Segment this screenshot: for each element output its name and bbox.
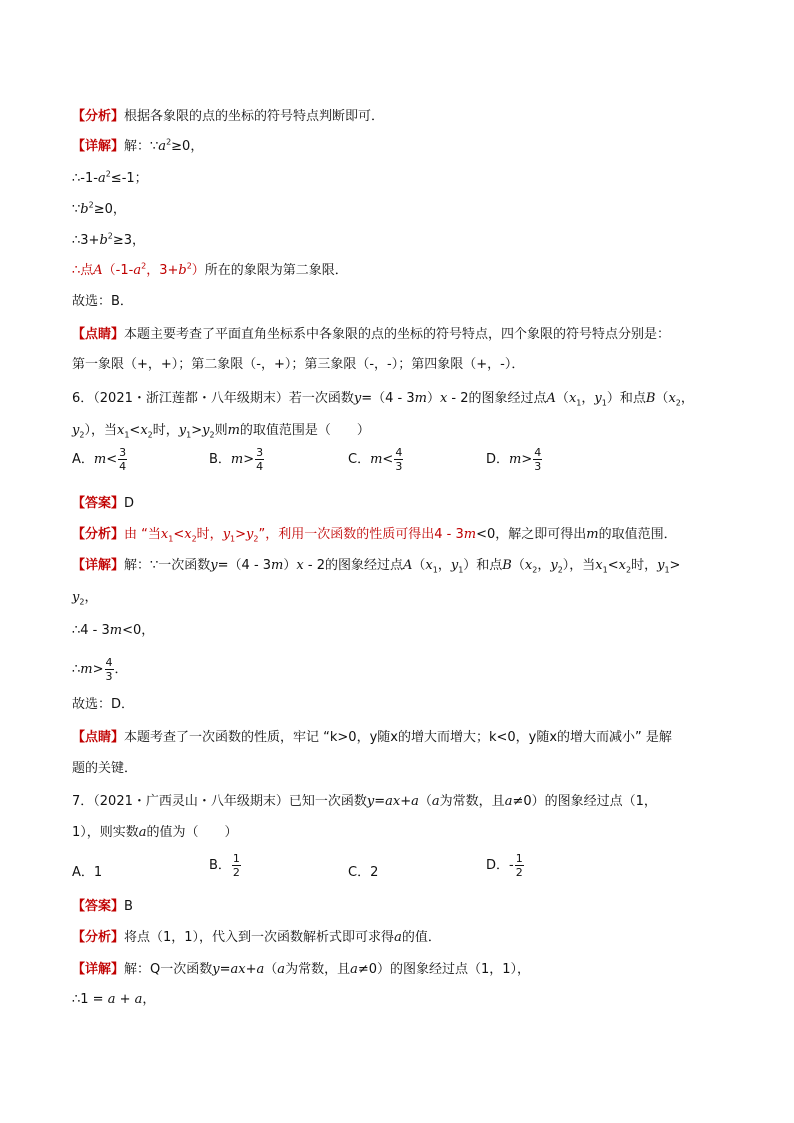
text: ）: [283, 558, 297, 573]
question-6-stem: [72, 390, 744, 408]
numerator: 1: [515, 852, 523, 865]
option-label: A．: [72, 452, 94, 467]
var: y: [550, 558, 558, 573]
text: 时，: [631, 558, 658, 573]
sub: 1: [168, 534, 174, 544]
text: 7．（2021・广西灵山・八年级期末）已知一次函数: [72, 794, 367, 809]
option-d[interactable]: [486, 446, 543, 473]
comment-line-5b: 第一象限（+，+）；第二象限（-，+）；第三象限（-，-）；第四象限（+，-）．: [72, 357, 525, 372]
sub: 2: [79, 597, 85, 607]
var: a: [411, 794, 419, 809]
sub: 2: [79, 430, 85, 440]
answer-value: D: [124, 496, 135, 511]
text: （: [511, 558, 525, 573]
var: a: [350, 962, 358, 977]
var: y: [178, 423, 187, 438]
relation: >: [243, 452, 255, 467]
detail-6: [72, 557, 744, 575]
exp: 2: [186, 261, 192, 271]
text: ），当: [562, 558, 596, 573]
text: ），当: [84, 423, 117, 438]
text: （: [412, 558, 426, 573]
text: ）和点: [606, 391, 646, 406]
option-label: C．: [348, 452, 371, 467]
detail-line-1: [72, 138, 744, 156]
text: 解：∵: [124, 139, 159, 154]
var: x: [618, 558, 626, 573]
comment-tag: 【点睛】: [72, 327, 125, 342]
var: x: [160, 527, 169, 542]
var: ax: [230, 962, 246, 977]
var: x: [425, 558, 433, 573]
text: ，: [581, 391, 595, 406]
text: 则: [214, 423, 228, 438]
var: b: [99, 233, 108, 248]
text: ”，利用一次函数的性质可得出4 - 3: [258, 527, 464, 542]
var: a: [134, 992, 143, 1007]
analysis-line-5: [72, 108, 744, 126]
text: =（4 - 3: [217, 558, 272, 573]
var: B: [502, 558, 512, 573]
sub: 2: [557, 565, 563, 575]
denominator: 3: [105, 670, 113, 683]
numerator: 4: [105, 656, 113, 669]
relation: <: [382, 452, 394, 467]
var: a: [133, 263, 142, 278]
comment-6: [72, 729, 744, 747]
fraction: [118, 446, 127, 473]
text: ∵: [72, 202, 81, 217]
detail-line-5: [72, 262, 744, 280]
text: =（4 - 3: [361, 391, 415, 406]
text: +: [400, 794, 412, 809]
analysis-tag: 【分析】: [72, 527, 125, 542]
sub: 1: [432, 565, 438, 575]
option-a[interactable]: [72, 446, 128, 473]
text: （: [264, 962, 278, 977]
answer-6: [72, 495, 744, 513]
answer-value: B: [124, 899, 133, 914]
text: ≠0）的图象经过点（1，1），: [357, 962, 531, 977]
detail-tag: 【详解】: [72, 558, 125, 573]
text: 的取值范围．: [598, 527, 677, 542]
exp: 2: [141, 261, 147, 271]
text: ）: [191, 263, 205, 278]
var: m: [414, 391, 427, 406]
sub: 2: [147, 430, 153, 440]
fraction: [394, 446, 403, 473]
sub: 2: [209, 430, 215, 440]
var: x: [524, 558, 533, 573]
var: ax: [385, 794, 401, 809]
var: a: [504, 794, 513, 809]
var: x: [568, 391, 577, 406]
text: 由 “当: [124, 527, 161, 542]
option-label: B．: [209, 858, 231, 873]
text: >: [669, 558, 681, 573]
text: ≤-1；: [110, 171, 148, 186]
var: a: [97, 171, 106, 186]
var: y: [72, 590, 80, 605]
text: 的值．: [401, 930, 441, 945]
text: ）和点: [463, 558, 503, 573]
text: >: [191, 423, 203, 438]
exp: 2: [107, 231, 113, 241]
question-7-stem-2: [72, 824, 744, 842]
var: m: [370, 452, 383, 467]
fraction: [255, 446, 264, 473]
detail-7-b: [72, 991, 744, 1009]
text: 为常数，且: [285, 962, 351, 977]
question-7-options: [72, 852, 742, 892]
var: A: [93, 263, 103, 278]
text: （-1-: [102, 263, 134, 278]
text: <: [173, 527, 185, 542]
detail-tag: 【详解】: [72, 139, 125, 154]
sub: 1: [124, 430, 130, 440]
analysis-tag: 【分析】: [72, 930, 125, 945]
var: a: [138, 825, 147, 840]
analysis-tag: 【分析】: [72, 109, 125, 124]
detail-line-2: [72, 170, 744, 188]
sub: 1: [664, 565, 670, 575]
text: ∴-1-: [72, 171, 98, 186]
text: 解：∵一次函数: [124, 558, 211, 573]
text: =: [374, 794, 386, 809]
sub: 2: [253, 534, 259, 544]
sub: 2: [532, 565, 538, 575]
var: m: [109, 623, 123, 638]
text: ，: [84, 590, 98, 605]
denominator: 2: [515, 866, 523, 879]
text: ∴点: [72, 263, 94, 278]
relation: >: [521, 452, 533, 467]
var: m: [509, 452, 522, 467]
var: x: [116, 423, 125, 438]
detail-6-b: [72, 589, 744, 607]
detail-line-3: [72, 201, 744, 219]
text: 本题主要考查了平面直角坐标系中各象限的点的坐标的符号特点，四个象限的符号特点分别是：: [124, 327, 671, 342]
var: x: [184, 527, 192, 542]
text: （: [655, 391, 669, 406]
text: <0，解之即可得出: [476, 527, 587, 542]
numerator: 4: [534, 446, 542, 459]
denominator: 4: [119, 460, 127, 473]
option-label: B．: [209, 452, 231, 467]
var: y: [246, 527, 254, 542]
var: b: [178, 263, 187, 278]
comment-line-5: [72, 326, 744, 344]
relation: <: [106, 452, 118, 467]
detail-7: [72, 961, 744, 979]
text: ，: [142, 992, 156, 1007]
text: ，: [537, 558, 551, 573]
numerator: 1: [232, 852, 240, 865]
var: x: [439, 391, 448, 406]
sub: 2: [191, 534, 197, 544]
var: a: [158, 139, 167, 154]
text: <: [129, 423, 141, 438]
var: y: [594, 391, 602, 406]
numerator: 3: [119, 446, 127, 459]
text: 时，: [152, 423, 179, 438]
sub: 2: [625, 565, 632, 575]
text: 的取值范围是（ ）: [239, 423, 370, 438]
text: ∴1 =: [72, 992, 108, 1007]
sub: 1: [230, 534, 236, 544]
option-a[interactable]: [72, 861, 102, 880]
text: 1），则实数: [72, 825, 139, 840]
numerator: 4: [395, 446, 403, 459]
text: ，: [680, 391, 694, 406]
var: y: [202, 423, 210, 438]
text: ）: [426, 391, 440, 406]
var: y: [657, 558, 665, 573]
sub: 2: [675, 398, 681, 408]
fraction: [105, 656, 114, 683]
text: <0，: [122, 623, 155, 638]
text: （: [555, 391, 569, 406]
sub: 1: [602, 565, 608, 575]
option-b[interactable]: [209, 446, 265, 473]
var: y: [353, 391, 362, 406]
var: y: [222, 527, 231, 542]
var: b: [80, 202, 89, 217]
var: x: [595, 558, 603, 573]
analysis-text: 根据各象限的点的坐标的符号特点判断即可．: [124, 109, 385, 124]
sub: 1: [601, 398, 607, 408]
analysis-6: [72, 526, 744, 544]
fraction: [515, 852, 524, 879]
exp: 2: [88, 200, 94, 210]
sub: 1: [458, 565, 464, 575]
text: ≥0，: [171, 139, 204, 154]
text: ≥3，: [112, 233, 146, 248]
var: m: [93, 452, 107, 467]
denominator: 3: [395, 460, 403, 473]
text: ≥0，: [93, 202, 126, 217]
detail-6-d: [72, 656, 744, 683]
denominator: 4: [256, 460, 264, 473]
var: m: [271, 558, 284, 573]
text: <: [607, 558, 619, 573]
sub: 1: [186, 430, 192, 440]
var: m: [227, 423, 240, 438]
question-6-stem-2: [72, 422, 744, 440]
option-value: 1: [93, 865, 103, 880]
choose-line-5: 故选：B．: [72, 294, 133, 309]
text: （: [418, 794, 432, 809]
text: 解：Q一次函数: [124, 962, 213, 977]
text: >: [235, 527, 247, 542]
var: m: [230, 452, 244, 467]
numerator: 3: [256, 446, 264, 459]
var: x: [296, 558, 304, 573]
var: a: [277, 962, 286, 977]
var: x: [668, 391, 676, 406]
var: y: [366, 794, 375, 809]
var: a: [431, 794, 440, 809]
analysis-7: [72, 929, 744, 947]
answer-tag: 【答案】: [72, 899, 125, 914]
comment-6-b: 题的关键．: [72, 761, 138, 776]
var: a: [256, 962, 265, 977]
fraction: [533, 446, 542, 473]
var: A: [402, 558, 413, 573]
var: y: [72, 423, 80, 438]
minus-sign: -: [509, 858, 514, 873]
option-label: D．: [486, 452, 510, 467]
exp: 2: [105, 169, 111, 179]
text: >: [92, 662, 104, 677]
text: ∴4 - 3: [72, 623, 110, 638]
text: +: [115, 992, 135, 1007]
question-6-options: [72, 446, 742, 486]
text: 时，: [196, 527, 223, 542]
option-b[interactable]: [209, 852, 242, 879]
text: 本题考查了一次函数的性质，牢记 “k>0，y随x的增大而增大；k<0，y随x的增大而减小” 是解: [124, 730, 672, 745]
text: ．: [114, 662, 128, 677]
var: y: [210, 558, 218, 573]
detail-line-4: [72, 232, 744, 250]
text: ∴3+: [72, 233, 100, 248]
answer-7: [72, 898, 744, 916]
var: a: [394, 930, 402, 945]
question-7-stem: [72, 793, 744, 811]
var: a: [107, 992, 116, 1007]
option-c[interactable]: [348, 861, 378, 880]
text: 所在的象限为第二象限．: [204, 263, 348, 278]
text: ，: [437, 558, 451, 573]
text: 为常数，且: [439, 794, 505, 809]
option-c[interactable]: [348, 446, 404, 473]
var: m: [463, 527, 477, 542]
text: 6．（2021・浙江莲都・八年级期末）若一次函数: [72, 391, 354, 406]
text: ≠0）的图象经过点（1，: [512, 794, 657, 809]
var: A: [546, 391, 556, 406]
option-label: C．: [348, 865, 371, 880]
text: 的值为（ ）: [146, 825, 238, 840]
var: m: [586, 527, 599, 542]
text: +: [245, 962, 257, 977]
text: =: [219, 962, 231, 977]
choose-line-6: 故选：D．: [72, 697, 135, 712]
text: - 2的图象经过点: [303, 558, 403, 573]
option-value: 2: [370, 865, 379, 880]
text: - 2的图象经过点: [447, 391, 547, 406]
comment-tag: 【点睛】: [72, 730, 125, 745]
denominator: 2: [232, 866, 240, 879]
denominator: 3: [534, 460, 542, 473]
var: B: [645, 391, 656, 406]
var: m: [80, 662, 93, 677]
detail-tag: 【详解】: [72, 962, 125, 977]
sub: 1: [576, 398, 582, 408]
exp: 2: [166, 137, 172, 147]
var: y: [450, 558, 459, 573]
text: 将点（1，1），代入到一次函数解析式即可求得: [124, 930, 395, 945]
text: ，3+: [146, 263, 179, 278]
option-label: A．: [72, 865, 94, 880]
option-d[interactable]: [486, 852, 525, 879]
text: ∴: [72, 662, 81, 677]
var: y: [212, 962, 220, 977]
var: x: [140, 423, 148, 438]
fraction: [232, 852, 241, 879]
option-label: D．: [486, 858, 510, 873]
detail-6-c: [72, 622, 744, 640]
answer-tag: 【答案】: [72, 496, 125, 511]
